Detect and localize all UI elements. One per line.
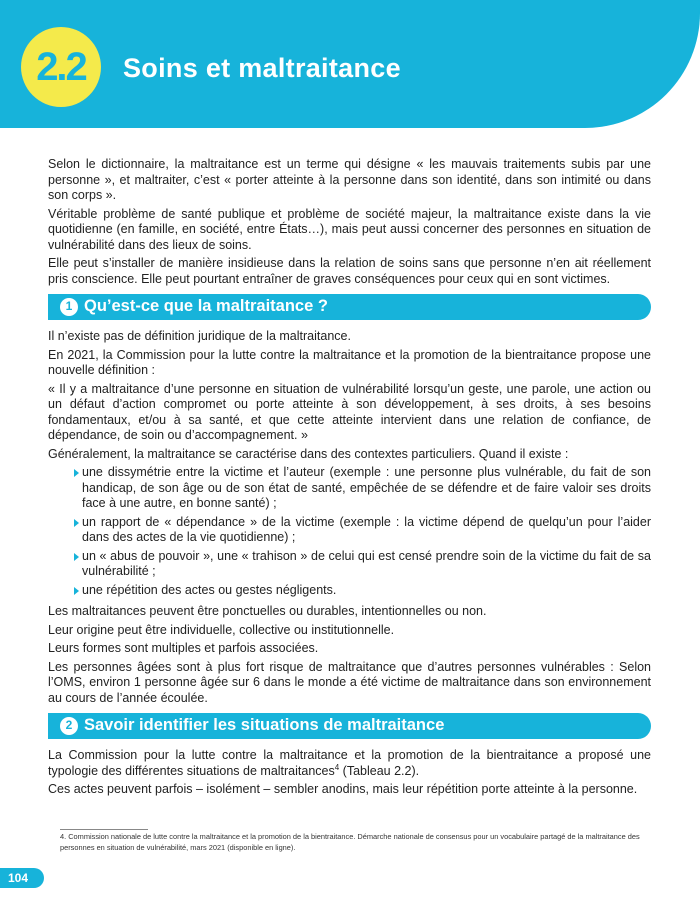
section-1-paragraph: Il n’existe pas de définition juridique de la maltraitance. xyxy=(48,329,351,343)
list-item xyxy=(74,465,651,512)
chapter-number-badge: 2.2 xyxy=(21,27,101,107)
list-item-text: une répétition des actes ou gestes négligents. xyxy=(82,582,337,597)
section-1-title: Qu’est-ce que la maltraitance ? xyxy=(84,297,328,316)
page-number: 104 xyxy=(8,871,29,885)
footnote-divider xyxy=(60,829,148,830)
list-item-text: un rapport de « dépendance » de la victime (exemple : la victime dépend de quelqu’un pour l’aider dans des actes de la vie quotidienne) ; xyxy=(82,514,651,544)
section-2-paragraph: Ces actes peuvent parfois – isolément – sembler anodins, mais leur répétition porte atteinte à la personne. xyxy=(48,782,638,796)
list-item xyxy=(74,583,651,599)
intro-paragraph: Véritable problème de santé publique et problème de société majeur, la maltraitance existe dans la vie quotidienne (en famille, en société, entre États…), mais peut aussi concerner des personnes en situation de vulnérabilité dans des lieux de soins. xyxy=(48,206,651,252)
list-item xyxy=(74,549,651,580)
page-content xyxy=(48,157,651,801)
section-1-number: 1 xyxy=(60,298,78,316)
section-1-paragraph: Leur origine peut être individuelle, collective ou institutionnelle. xyxy=(48,622,395,637)
bullet-triangle-icon xyxy=(74,553,79,561)
section-1-header xyxy=(48,294,651,320)
section-1-paragraph: Les personnes âgées sont à plus fort risque de maltraitance que d’autres personnes vulnérables : Selon l’OMS, environ 1 personne âgée sur 6 dans le monde a été victime de maltraitance dans son environnement au cours de l’année écoulée. xyxy=(48,659,651,705)
list-item-text: un « abus de pouvoir », une « trahison » de celui qui est censé prendre soin de la victime du fait de sa vulnérabilité ; xyxy=(82,548,651,578)
section-1-paragraph: Leurs formes sont multiples et parfois associées. xyxy=(48,641,319,655)
intro-paragraph: Elle peut s’installer de manière insidieuse dans la relation de soins sans que personne n’en ait réellement pris conscience. Elle peut pourtant entraîner de graves conséquences pour ceux qui en sont victimes. xyxy=(48,256,651,286)
bullet-triangle-icon xyxy=(74,587,79,595)
bullet-triangle-icon xyxy=(74,519,79,527)
list-item xyxy=(74,515,651,546)
section-2-paragraph xyxy=(48,748,651,779)
section-2-header xyxy=(48,713,651,739)
section-1-paragraph: En 2021, la Commission pour la lutte contre la maltraitance et la promotion de la bientraitance propose une nouvelle définition : xyxy=(48,347,651,377)
list-item-text: une dissymétrie entre la victime et l’auteur (exemple : une personne plus vulnérable, du fait de son handicap, de son âge ou de son état de santé, empêchée de se défendre et de faire valoir ses droits face à une autre, en bonne santé) ; xyxy=(82,465,651,510)
section-1-paragraph: Généralement, la maltraitance se caractérise dans des contextes particuliers. Quand il existe : xyxy=(48,446,569,461)
intro-paragraph: Selon le dictionnaire, la maltraitance est un terme qui désigne « les mauvais traitements subis par une personne », et maltraiter, c’est « porter atteinte à la personne dans son identité, dans son intimité ou dans son corps ». xyxy=(48,157,651,202)
section-2-title: Savoir identifier les situations de maltraitance xyxy=(84,716,445,735)
context-bullet-list xyxy=(48,465,651,598)
section-1-paragraph: Les maltraitances peuvent être ponctuelles ou durables, intentionnelles ou non. xyxy=(48,604,487,618)
table-reference: (Tableau 2.2). xyxy=(339,763,420,778)
section-2-text: La Commission pour la lutte contre la maltraitance et la promotion de la bientraitance a proposé une typologie des différentes situations de maltraitances xyxy=(48,748,651,778)
section-2-number: 2 xyxy=(60,717,78,735)
chapter-title: Soins et maltraitance xyxy=(123,53,401,83)
footnote-reference[interactable]: 4 xyxy=(334,762,340,772)
definition-quote: « Il y a maltraitance d’une personne en situation de vulnérabilité lorsqu’un geste, une parole, une action ou un défaut d’action compromet ou porte atteinte à son développement, à ses droits, à ses besoins fondamentaux, et/ou à sa santé, et que cette atteinte intervient dans une relation de confiance, de dépendance, de soin ou d’accompagnement. » xyxy=(48,381,651,442)
bullet-triangle-icon xyxy=(74,469,79,477)
footnote: 4. Commission nationale de lutte contre la maltraitance et la promotion de la bientraitance. Démarche nationale de consensus pour un vocabulaire partagé de la maltraitance des personnes en situation de vulnérabilité, mars 2021 (disponible en ligne). xyxy=(60,832,640,852)
